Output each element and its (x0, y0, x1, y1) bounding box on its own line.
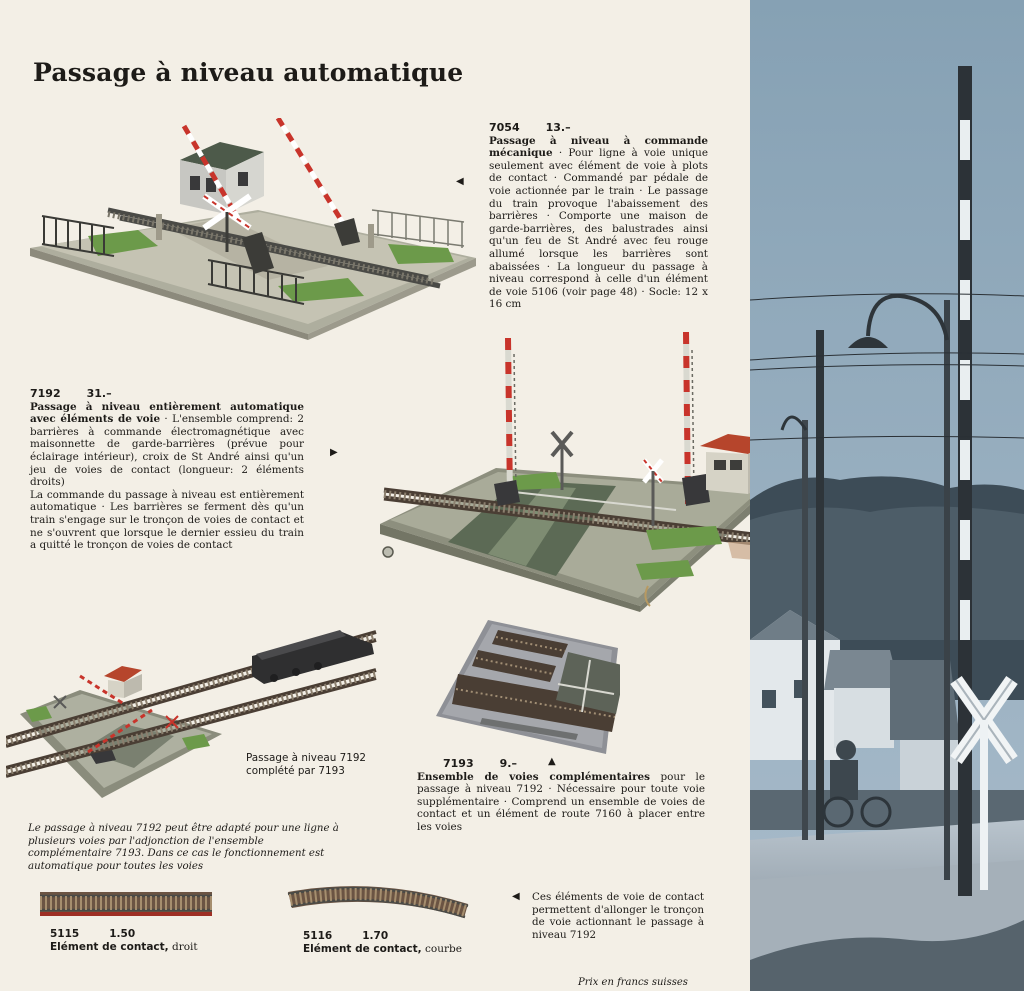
illustration-7193 (436, 616, 620, 756)
price-currency-note: Prix en francs suisses (578, 977, 688, 988)
contact-elements-note: Ces éléments de voie de contact permettent d'allonger le tronçon de voie actionnant le passage à niveau 7192 (532, 891, 704, 941)
item-7054-description (489, 122, 708, 311)
arrow-left-7054: ◀ (456, 176, 464, 187)
item-7193-heading: Ensemble de voies complémentaires (417, 770, 651, 783)
item-5116-label (303, 930, 462, 956)
item-5116-type: courbe (421, 943, 462, 955)
illustration-5116 (286, 880, 470, 924)
item-7054-number: 7054 (489, 121, 520, 134)
item-7193-description (417, 758, 705, 834)
item-7193-price: 9.– (499, 757, 517, 770)
item-7192-price: 31.– (86, 387, 112, 400)
item-5115-type: droit (168, 941, 198, 953)
level-crossing-photo (750, 0, 1024, 991)
caption-line-2: complété par 7193 (246, 765, 345, 777)
item-7054-heading: Passage à niveau à commande mécanique (489, 134, 708, 160)
caption-line-1: Passage à niveau 7192 (246, 752, 367, 764)
arrow-right-7192: ▶ (330, 447, 338, 458)
item-5115-label (50, 928, 198, 954)
item-7054-body: · Pour ligne à voie unique seulement avec élément de voie à plots de contact · Commandé par pédale de voie actionnée par le train · Le passage du train provoque l'abaissement des barrières · Comporte une maison de garde-barrières, des balustrades ainsi qu'un feu de St André avec feu rouge allumé lorsque les barrières sont abaissées · La longueur du passage à niveau correspond à celle d'un élément de voie 5106 (voir page 48) · Socle: 12 x 16 cm (489, 147, 708, 311)
item-7192-body2: La commande du passage à niveau est entièrement automatique · Les barrières se ferment dès qu'un train s'engage sur le tronçon de voies de contact et ne s'ouvrent que lorsque le dernier essieu du train a quitté le tronçon de voies de contact (30, 488, 304, 552)
arrow-left-contact: ◀ (512, 891, 520, 902)
caption-7192-with-7193 (246, 752, 366, 778)
item-7193-body: pour le passage à niveau 7192 · Nécessaire pour toute voie supplémentaire · Comprend un ensemble de voies de contact et un élément de route 7160 à placer entre les voies (417, 770, 705, 833)
item-5115-number: 5115 (50, 928, 80, 940)
item-5116-number: 5116 (303, 930, 333, 942)
item-5116-name: Elément de contact, (303, 943, 422, 955)
multi-track-note: Le passage à niveau 7192 peut être adapté pour une ligne à plusieurs voies par l'adjonction de l'ensemble complémentaire 7193. Dans ce cas le fonctionnement est automatique pour toutes les voies (28, 823, 339, 872)
item-7192-body1: · L'ensemble comprend: 2 barrières à commande électromagnétique avec maisonnette de garde-barrières (prévue pour éclairage intérieur), croix de St André ainsi qu'un jeu de voies de contact (longueur: 2 éléments droits) (30, 413, 304, 489)
item-7192-heading: Passage à niveau entièrement automatique avec éléments de voie (30, 400, 304, 426)
item-5115-name: Elément de contact, (50, 941, 169, 953)
barrier-pole (958, 66, 972, 896)
item-7054-price: 13.– (545, 121, 571, 134)
arrow-up-7193: ▲ (548, 756, 556, 767)
item-7193-number: 7193 (443, 757, 474, 770)
level-crossing-photo-drawing (750, 0, 1024, 991)
illustration-5115 (38, 884, 214, 922)
item-7192-number: 7192 (30, 387, 61, 400)
page-title: Passage à niveau automatique (33, 58, 464, 87)
item-5115-price: 1.50 (109, 928, 136, 940)
item-7192-description (30, 388, 304, 552)
item-5116-price: 1.70 (362, 930, 389, 942)
illustration-7054 (28, 118, 480, 340)
